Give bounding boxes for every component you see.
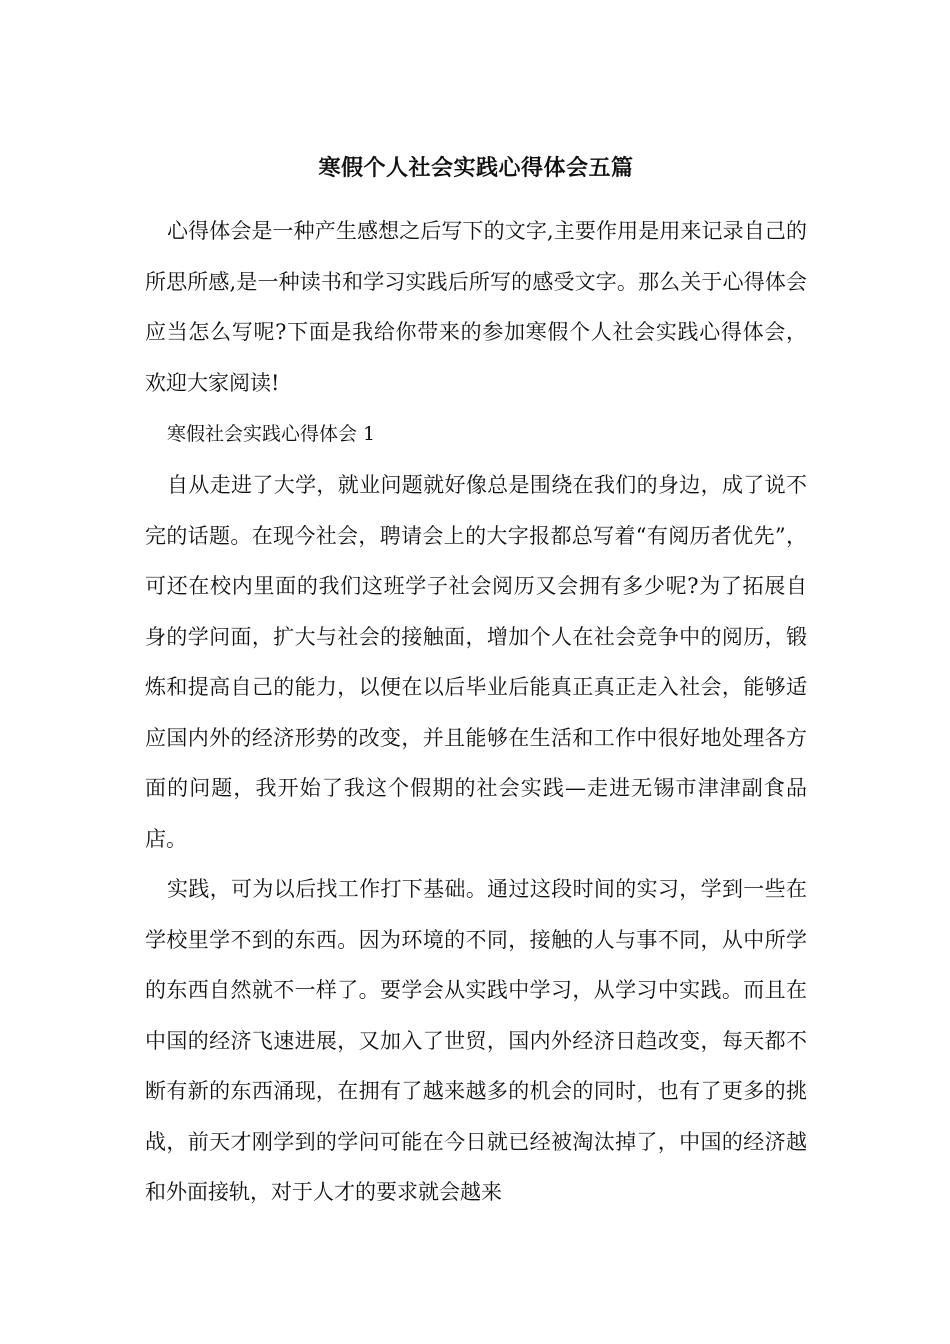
intro-paragraph: 心得体会是一种产生感想之后写下的文字,主要作用是用来记录自己的所思所感,是一种读书和学习实践后所写的感受文字。那么关于心得体会应当怎么写呢?下面是我给你带来的参加寒假个人社会实践心得体会，欢迎大家阅读! — [145, 219, 807, 395]
section-heading: 寒假社会实践心得体会 1 — [167, 423, 376, 445]
body-paragraph-2: 实践，可为以后找工作打下基础。通过这段时间的实习，学到一些在学校里学不到的东西。因为环境的不同，接触的人与事不同，从中所学的东西自然就不一样了。要学会从实践中学习，从学习中实践。而且在中国的经济飞速进展，又加入了世贸，国内外经济日趋改变，每天都不断有新的东西涌现，在拥有了越来越多的机会的同时，也有了更多的挑战，前天才刚学到的学问可能在今日就已经被淘汰掉了，中国的经济越和外面接轨，对于人才的要求就会越来 — [145, 877, 807, 1204]
document-page — [145, 148, 807, 1218]
document-title: 寒假个人社会实践心得体会五篇 — [318, 155, 634, 181]
body-paragraph-1: 自从走进了大学，就业问题就好像总是围绕在我们的身边，成了说不完的话题。在现今社会，聘请会上的大字报都总写着“有阅历者优先”，可还在校内里面的我们这班学子社会阅历又会拥有多少呢?为了拓展自身的学问面，扩大与社会的接触面，增加个人在社会竞争中的阅历，锻炼和提高自己的能力，以便在以后毕业后能真正真正走入社会，能够适应国内外的经济形势的改变，并且能够在生活和工作中很好地处理各方面的问题，我开始了我这个假期的社会实践—走进无锡市津津副食品店。 — [145, 473, 807, 851]
